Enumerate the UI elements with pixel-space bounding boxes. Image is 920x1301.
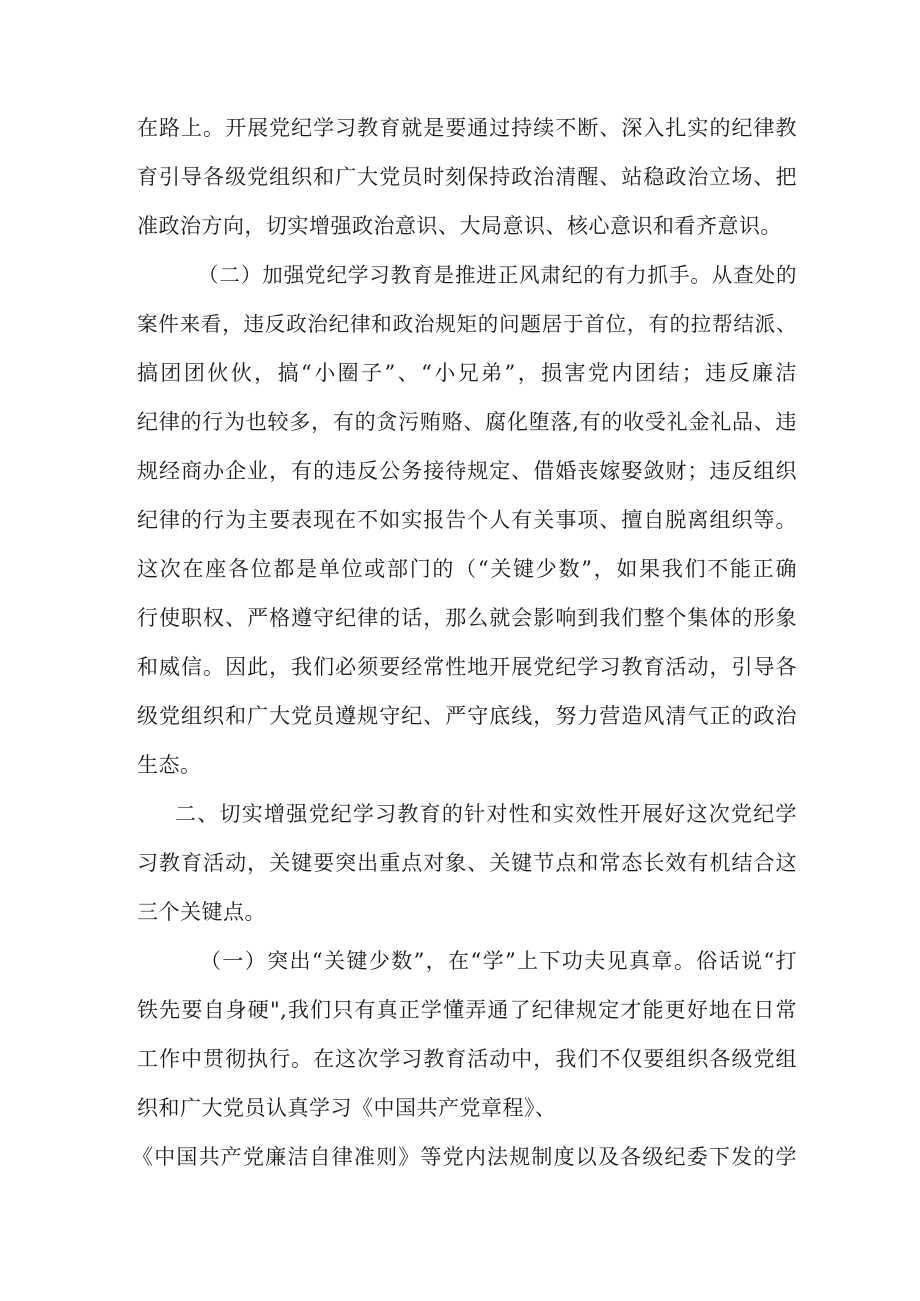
- paragraph-line: 和威信。因此，我们必须要经常性地开展党纪学习教育活动，引导各: [137, 655, 797, 679]
- paragraph-line: 育引导各级党组织和广大党员时刻保持政治清醒、站稳政治立场、把: [137, 165, 797, 189]
- paragraph-line: 这次在座各位都是单位或部门的（“关键少数”，如果我们不能正确: [137, 557, 797, 581]
- paragraph-line: 行使职权、严格遵守纪律的话，那么就会影响到我们整个集体的形象: [137, 606, 797, 630]
- paragraph-line: 织和广大党员认真学习《中国共产党章程》、: [137, 1096, 557, 1120]
- paragraph-line: 纪律的行为主要表现在不如实报告个人有关事项、擅自脱离组织等。: [137, 508, 797, 532]
- paragraph-line: 纪律的行为也较多，有的贪污贿赂、腐化堕落,有的收受礼金礼品、违: [137, 410, 797, 434]
- paragraph-line: 准政治方向，切实增强政治意识、大局意识、核心意识和看齐意识。: [137, 214, 782, 238]
- paragraph-line: 生态。: [137, 753, 202, 777]
- paragraph-line: 习教育活动，关键要突出重点对象、关键节点和常态长效有机结合这: [137, 851, 797, 875]
- paragraph-line: 在路上。开展党纪学习教育就是要通过持续不断、深入扎实的纪律教: [137, 116, 797, 140]
- paragraph-line: （二）加强党纪学习教育是推进正风肃纪的有力抓手。从查处的: [198, 263, 797, 287]
- paragraph-line: 级党组织和广大党员遵规守纪、严守底线，努力营造风清气正的政治: [137, 704, 797, 728]
- paragraph-line: （一）突出“关键少数”，在“学”上下功夫见真章。俗话说“打: [200, 949, 797, 973]
- paragraph-line: 案件来看，违反政治纪律和政治规矩的问题居于首位，有的拉帮结派、: [137, 312, 797, 336]
- paragraph-line: 规经商办企业，有的违反公务接待规定、借婚丧嫁娶敛财；违反组织: [137, 459, 797, 483]
- section-heading-line: 二、切实增强党纪学习教育的针对性和实效性开展好这次党纪学: [175, 802, 797, 826]
- paragraph-line: 工作中贯彻执行。在这次学习教育活动中，我们不仅要组织各级党组: [137, 1047, 797, 1071]
- paragraph-line: 《中国共产党廉洁自律准则》等党内法规制度以及各级纪委下发的学: [132, 1145, 797, 1169]
- paragraph-line: 三个关键点。: [137, 900, 266, 924]
- paragraph-line: 搞团团伙伙，搞“小圈子”、“小兄弟”，损害党内团结；违反廉洁: [137, 361, 797, 385]
- paragraph-line: 铁先要自身硬",我们只有真正学懂弄通了纪律规定才能更好地在日常: [137, 998, 797, 1022]
